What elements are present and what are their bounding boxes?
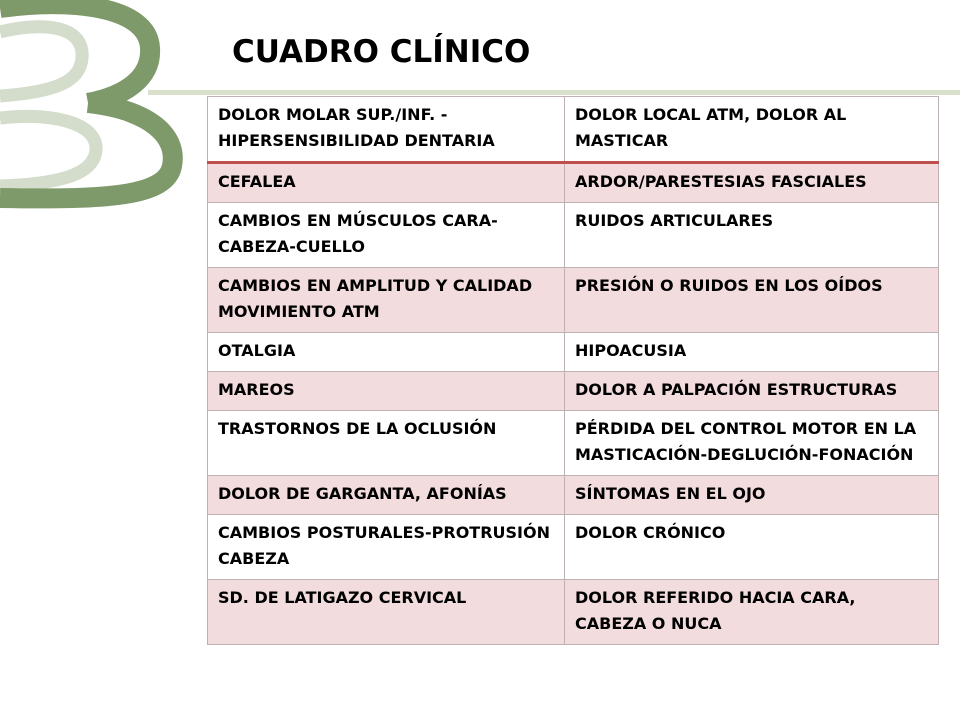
accent-divider <box>148 90 960 95</box>
letter-b-logo <box>0 0 200 210</box>
table-row <box>208 476 939 515</box>
table-row <box>208 580 939 645</box>
table-row <box>208 268 939 333</box>
table-cell-left: MAREOS <box>208 372 565 411</box>
table-cell-left: DOLOR MOLAR SUP./INF. - HIPERSENSIBILIDAD DENTARIA <box>208 97 565 163</box>
symptoms-table <box>207 96 939 645</box>
table-cell-right: DOLOR CRÓNICO <box>565 515 939 580</box>
table-row <box>208 97 939 163</box>
table-cell-left: OTALGIA <box>208 333 565 372</box>
table-cell-right: PÉRDIDA DEL CONTROL MOTOR EN LA MASTICACIÓN-DEGLUCIÓN-FONACIÓN <box>565 411 939 476</box>
table-cell-left: CAMBIOS EN AMPLITUD Y CALIDAD MOVIMIENTO ATM <box>208 268 565 333</box>
table-cell-left: CAMBIOS POSTURALES-PROTRUSIÓN CABEZA <box>208 515 565 580</box>
table-cell-right: DOLOR LOCAL ATM, DOLOR AL MASTICAR <box>565 97 939 163</box>
table-cell-right: PRESIÓN O RUIDOS EN LOS OÍDOS <box>565 268 939 333</box>
table-cell-right: DOLOR A PALPACIÓN ESTRUCTURAS <box>565 372 939 411</box>
table-cell-left: TRASTORNOS DE LA OCLUSIÓN <box>208 411 565 476</box>
table-cell-left: CAMBIOS EN MÚSCULOS CARA-CABEZA-CUELLO <box>208 203 565 268</box>
table-cell-right: SÍNTOMAS EN EL OJO <box>565 476 939 515</box>
table-cell-right: HIPOACUSIA <box>565 333 939 372</box>
table-row <box>208 515 939 580</box>
table-cell-left: DOLOR DE GARGANTA, AFONÍAS <box>208 476 565 515</box>
table-cell-left: CEFALEA <box>208 163 565 203</box>
table-row <box>208 411 939 476</box>
table-cell-left: SD. DE LATIGAZO CERVICAL <box>208 580 565 645</box>
table-cell-right: ARDOR/PARESTESIAS FASCIALES <box>565 163 939 203</box>
table-cell-right: DOLOR REFERIDO HACIA CARA, CABEZA O NUCA <box>565 580 939 645</box>
table-row <box>208 163 939 203</box>
table-row <box>208 203 939 268</box>
table-cell-right: RUIDOS ARTICULARES <box>565 203 939 268</box>
table-row <box>208 372 939 411</box>
slide-title: CUADRO CLÍNICO <box>232 34 531 70</box>
table-row <box>208 333 939 372</box>
